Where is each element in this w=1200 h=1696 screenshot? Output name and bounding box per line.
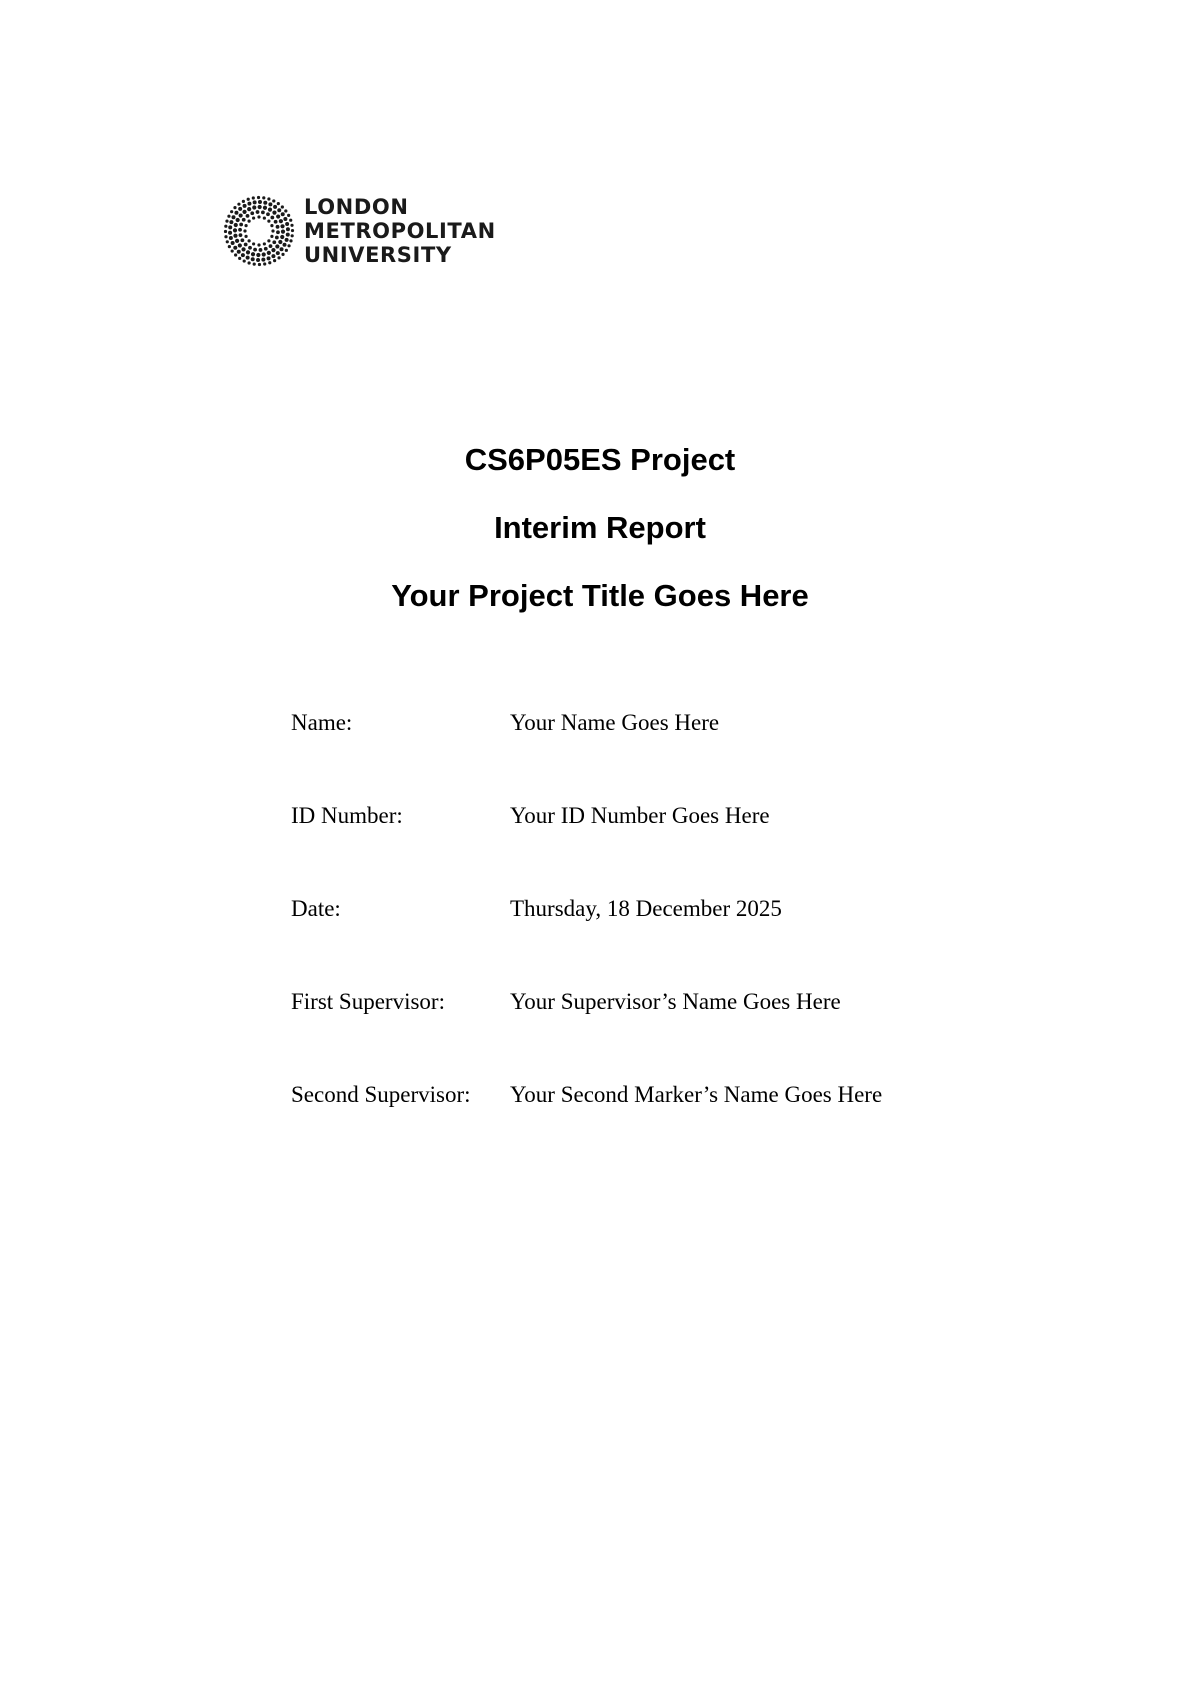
name-label: Name: <box>291 710 353 735</box>
first-supervisor-label: First Supervisor: <box>291 989 445 1014</box>
name-value: Your Name Goes Here <box>510 710 720 735</box>
second-supervisor-value: Your Second Marker’s Name Goes Here <box>510 1082 883 1107</box>
date-label: Date: <box>291 896 341 921</box>
logo-line-london: LONDON <box>304 195 409 219</box>
first-supervisor-value: Your Supervisor’s Name Goes Here <box>510 989 841 1014</box>
logo-line-metropolitan: METROPOLITAN <box>304 219 496 243</box>
starburst-dots-icon <box>222 194 296 268</box>
id-number-value: Your ID Number Goes Here <box>510 803 770 828</box>
project-title: Your Project Title Goes Here <box>391 578 809 613</box>
logo-wordmark <box>304 195 496 267</box>
second-supervisor-label: Second Supervisor: <box>291 1082 471 1107</box>
id-number-label: ID Number: <box>291 803 403 828</box>
logo-line-university: UNIVERSITY <box>304 243 452 267</box>
date-value: Thursday, 18 December 2025 <box>510 896 782 921</box>
report-title: Interim Report <box>494 510 706 545</box>
module-title: CS6P05ES Project <box>464 442 736 477</box>
university-logo <box>222 192 522 270</box>
